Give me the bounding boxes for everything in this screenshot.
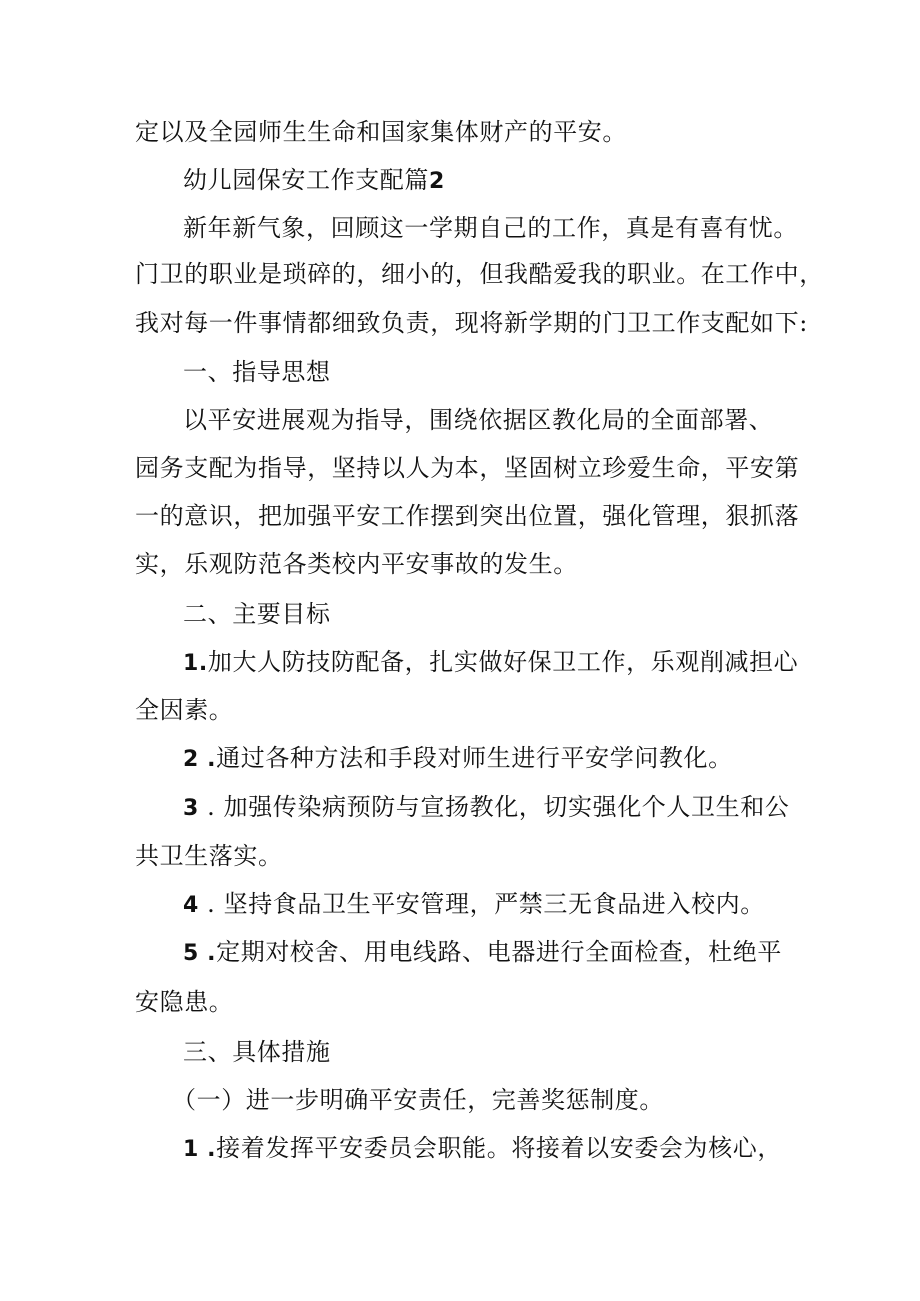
line-text: 二、主要目标 xyxy=(183,600,331,628)
item-number: 4 xyxy=(183,893,199,918)
line-text: 我对每一件事情都细致负责，现将新学期的门卫工作支配如下: xyxy=(135,309,808,337)
item-number: 2 . xyxy=(183,747,217,772)
line-text: （一）进一步明确平安责任，完善奖惩制度。 xyxy=(172,1086,664,1114)
list-item xyxy=(183,934,843,972)
line-text: 安隐患。 xyxy=(135,988,234,1016)
paragraph-line xyxy=(183,402,843,438)
paragraph-line xyxy=(135,498,800,534)
item-number: 1 . xyxy=(183,1137,217,1162)
line-text: 共卫生落实。 xyxy=(135,842,283,870)
line-text: 全因素。 xyxy=(135,696,234,724)
line-text: 以平安进展观为指导，围绕依据区教化局的全面部署、 xyxy=(183,406,774,434)
line-text: 接着发挥平安委员会职能。将接着以安委会为核心， xyxy=(216,1134,782,1162)
line-text: . 坚持食品卫生平安管理，严禁三无食品进入校内。 xyxy=(198,890,765,918)
item-number: 5 . xyxy=(183,941,217,966)
paragraph-line xyxy=(135,450,800,486)
section-heading xyxy=(183,596,843,632)
paragraph-line xyxy=(135,838,795,874)
paragraph-line xyxy=(135,546,795,582)
line-text: 门卫的职业是琐碎的，细小的，但我酷爱我的职业。在工作中， xyxy=(135,260,824,288)
paragraph-line xyxy=(135,984,795,1020)
section-heading xyxy=(183,354,843,390)
list-item xyxy=(183,789,843,827)
heading-number: 2 xyxy=(429,169,445,194)
list-item xyxy=(183,886,843,924)
section-heading xyxy=(183,1034,843,1070)
list-item xyxy=(183,740,843,778)
paragraph-line xyxy=(135,114,795,150)
line-text: 三、具体措施 xyxy=(183,1038,331,1066)
item-number: 3 xyxy=(183,796,199,821)
list-item xyxy=(183,1130,843,1168)
line-text: 一、指导思想 xyxy=(183,358,331,386)
line-text: 定以及全园师生生命和国家集体财产的平安。 xyxy=(135,118,627,146)
item-number: 1. xyxy=(183,651,208,676)
section-heading xyxy=(183,162,843,200)
line-text: 一的意识，把加强平安工作摆到突出位置，强化管理，狠抓落 xyxy=(135,502,800,530)
paragraph-line xyxy=(135,256,824,292)
line-text: . 加强传染病预防与宣扬教化，切实强化个人卫生和公 xyxy=(198,793,790,821)
line-text: 实，乐观防范各类校内平安事故的发生。 xyxy=(135,550,578,578)
line-text: 通过各种方法和手段对师生进行平安学问教化。 xyxy=(216,744,733,772)
line-text: 定期对校舍、用电线路、电器进行全面检查，杜绝平 xyxy=(216,938,782,966)
line-text: 新年新气象，回顾这一学期自己的工作，真是有喜有忧。 xyxy=(183,214,798,242)
line-text: 幼儿园保安工作支配篇 xyxy=(183,166,429,194)
subsection-heading xyxy=(172,1082,832,1118)
line-text: 园务支配为指导，坚持以人为本，坚固树立珍爱生命，平安第 xyxy=(135,454,800,482)
paragraph-line xyxy=(183,210,843,246)
paragraph-line xyxy=(135,692,795,728)
paragraph-line xyxy=(135,305,808,341)
line-text: 加大人防技防配备，扎实做好保卫工作，乐观削减担心 xyxy=(207,648,799,676)
list-item xyxy=(183,644,843,682)
